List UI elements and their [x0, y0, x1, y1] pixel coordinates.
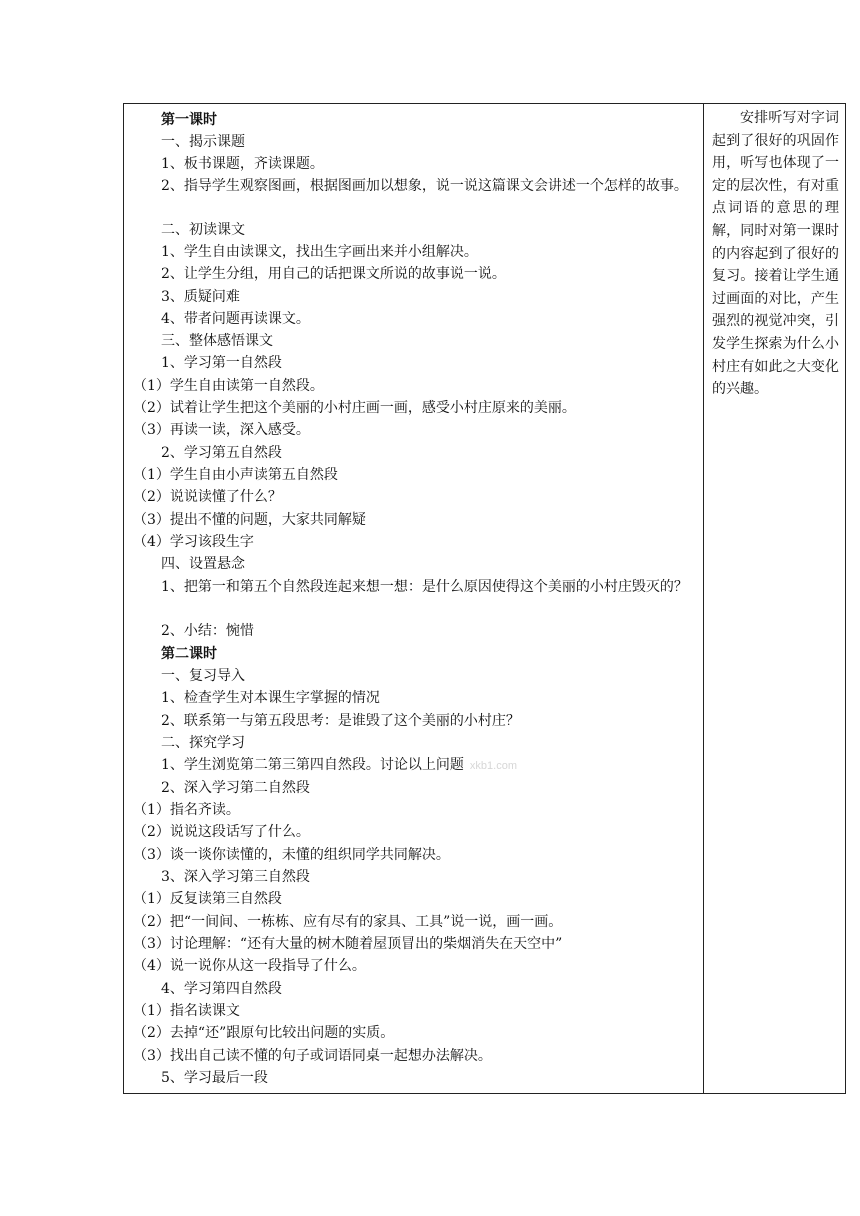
sub-item: （1）学生自由小声读第五自然段	[133, 467, 338, 483]
period2-title: 第二课时	[161, 646, 217, 662]
sub-item: （2）去掉“还”跟原句比较出问题的实质。	[133, 1025, 395, 1041]
section-heading: 三、整体感悟课文	[161, 333, 273, 349]
list-item: 1、检查学生对本课生字掌握的情况	[161, 690, 380, 706]
sub-item: （4）学习该段生字	[133, 534, 254, 550]
sub-item: （4）说一说你从这一段指导了什么。	[133, 958, 366, 974]
list-item: 3、质疑问难	[161, 289, 240, 305]
section-heading: 一、复习导入	[161, 668, 245, 684]
list-item: 1、学习第一自然段	[161, 355, 282, 371]
list-item: 1、板书课题，齐读课题。	[161, 156, 324, 172]
reflection-notes-cell	[704, 104, 845, 1093]
list-item: 4、带者问题再读课文。	[161, 311, 310, 327]
sub-item: （3）讨论理解：“还有大量的树木随着屋顶冒出的柴烟消失在天空中”	[133, 936, 563, 952]
section-heading: 二、初读课文	[161, 222, 245, 238]
watermark: xkb1.com	[469, 760, 517, 772]
sub-item: （3）提出不懂的问题，大家共同解疑	[133, 512, 366, 528]
list-item: 5、学习最后一段	[161, 1070, 268, 1086]
list-item: 2、联系第一与第五段思考：是谁毁了这个美丽的小村庄？	[161, 713, 520, 729]
list-item: 1、学生自由读课文，找出生字画出来并小组解决。	[161, 244, 478, 260]
list-item: 1、把第一和第五个自然段连起来想一想：是什么原因使得这个美丽的小村庄毁灭的？	[161, 579, 688, 595]
section-heading: 二、探究学习	[161, 735, 245, 751]
lesson-content-cell	[124, 104, 704, 1093]
sub-item: （3）找出自己读不懂的句子或词语同桌一起想办法解决。	[133, 1048, 492, 1064]
section-heading: 四、设置悬念	[161, 556, 245, 572]
sub-item: （2）说说这段话写了什么。	[133, 824, 310, 840]
list-item: 2、学习第五自然段	[161, 445, 282, 461]
sub-item: （2）把“一间间、一栋栋、应有尽有的家具、工具”说一说，画一画。	[133, 914, 563, 930]
sub-item: （1）反复读第三自然段	[133, 891, 282, 907]
sub-item: （1）学生自由读第一自然段。	[133, 378, 324, 394]
list-item: 2、指导学生观察图画，根据图画加以想象，说一说这篇课文会讲述一个怎样的故事。	[161, 178, 688, 194]
period1-title: 第一课时	[161, 112, 217, 128]
list-item: 3、深入学习第三自然段	[161, 869, 310, 885]
list-item: 2、小结：惋惜	[161, 623, 254, 639]
list-item: 4、学习第四自然段	[161, 981, 282, 997]
list-item: 2、深入学习第二自然段	[161, 780, 310, 796]
list-item-text: 1、学生浏览第二第三第四自然段。讨论以上问题	[161, 757, 464, 773]
sub-item: （1）指名读课文	[133, 1003, 240, 1019]
section-heading: 一、揭示课题	[161, 134, 245, 150]
lesson-plan-table	[123, 103, 846, 1094]
sub-item: （1）指名齐读。	[133, 802, 240, 818]
reflection-note: 安排听写对字词起到了很好的巩固作用，听写也体现了一定的层次性，有对重点词语的意思的理解，同时对第一课时的内容起到了很好的复习。接着让学生通过画面的对比，产生强烈的视觉冲突，引发学生探索为什么小村庄有如此之大变化的兴趣。	[712, 110, 839, 398]
sub-item: （2）试着让学生把这个美丽的小村庄画一画，感受小村庄原来的美丽。	[133, 400, 576, 416]
list-item: 2、让学生分组，用自己的话把课文所说的故事说一说。	[161, 266, 506, 282]
sub-item: （3）谈一谈你读懂的，未懂的组织同学共同解决。	[133, 847, 450, 863]
list-item	[161, 756, 517, 775]
sub-item: （2）说说读懂了什么？	[133, 489, 282, 505]
sub-item: （3）再读一读，深入感受。	[133, 422, 310, 438]
